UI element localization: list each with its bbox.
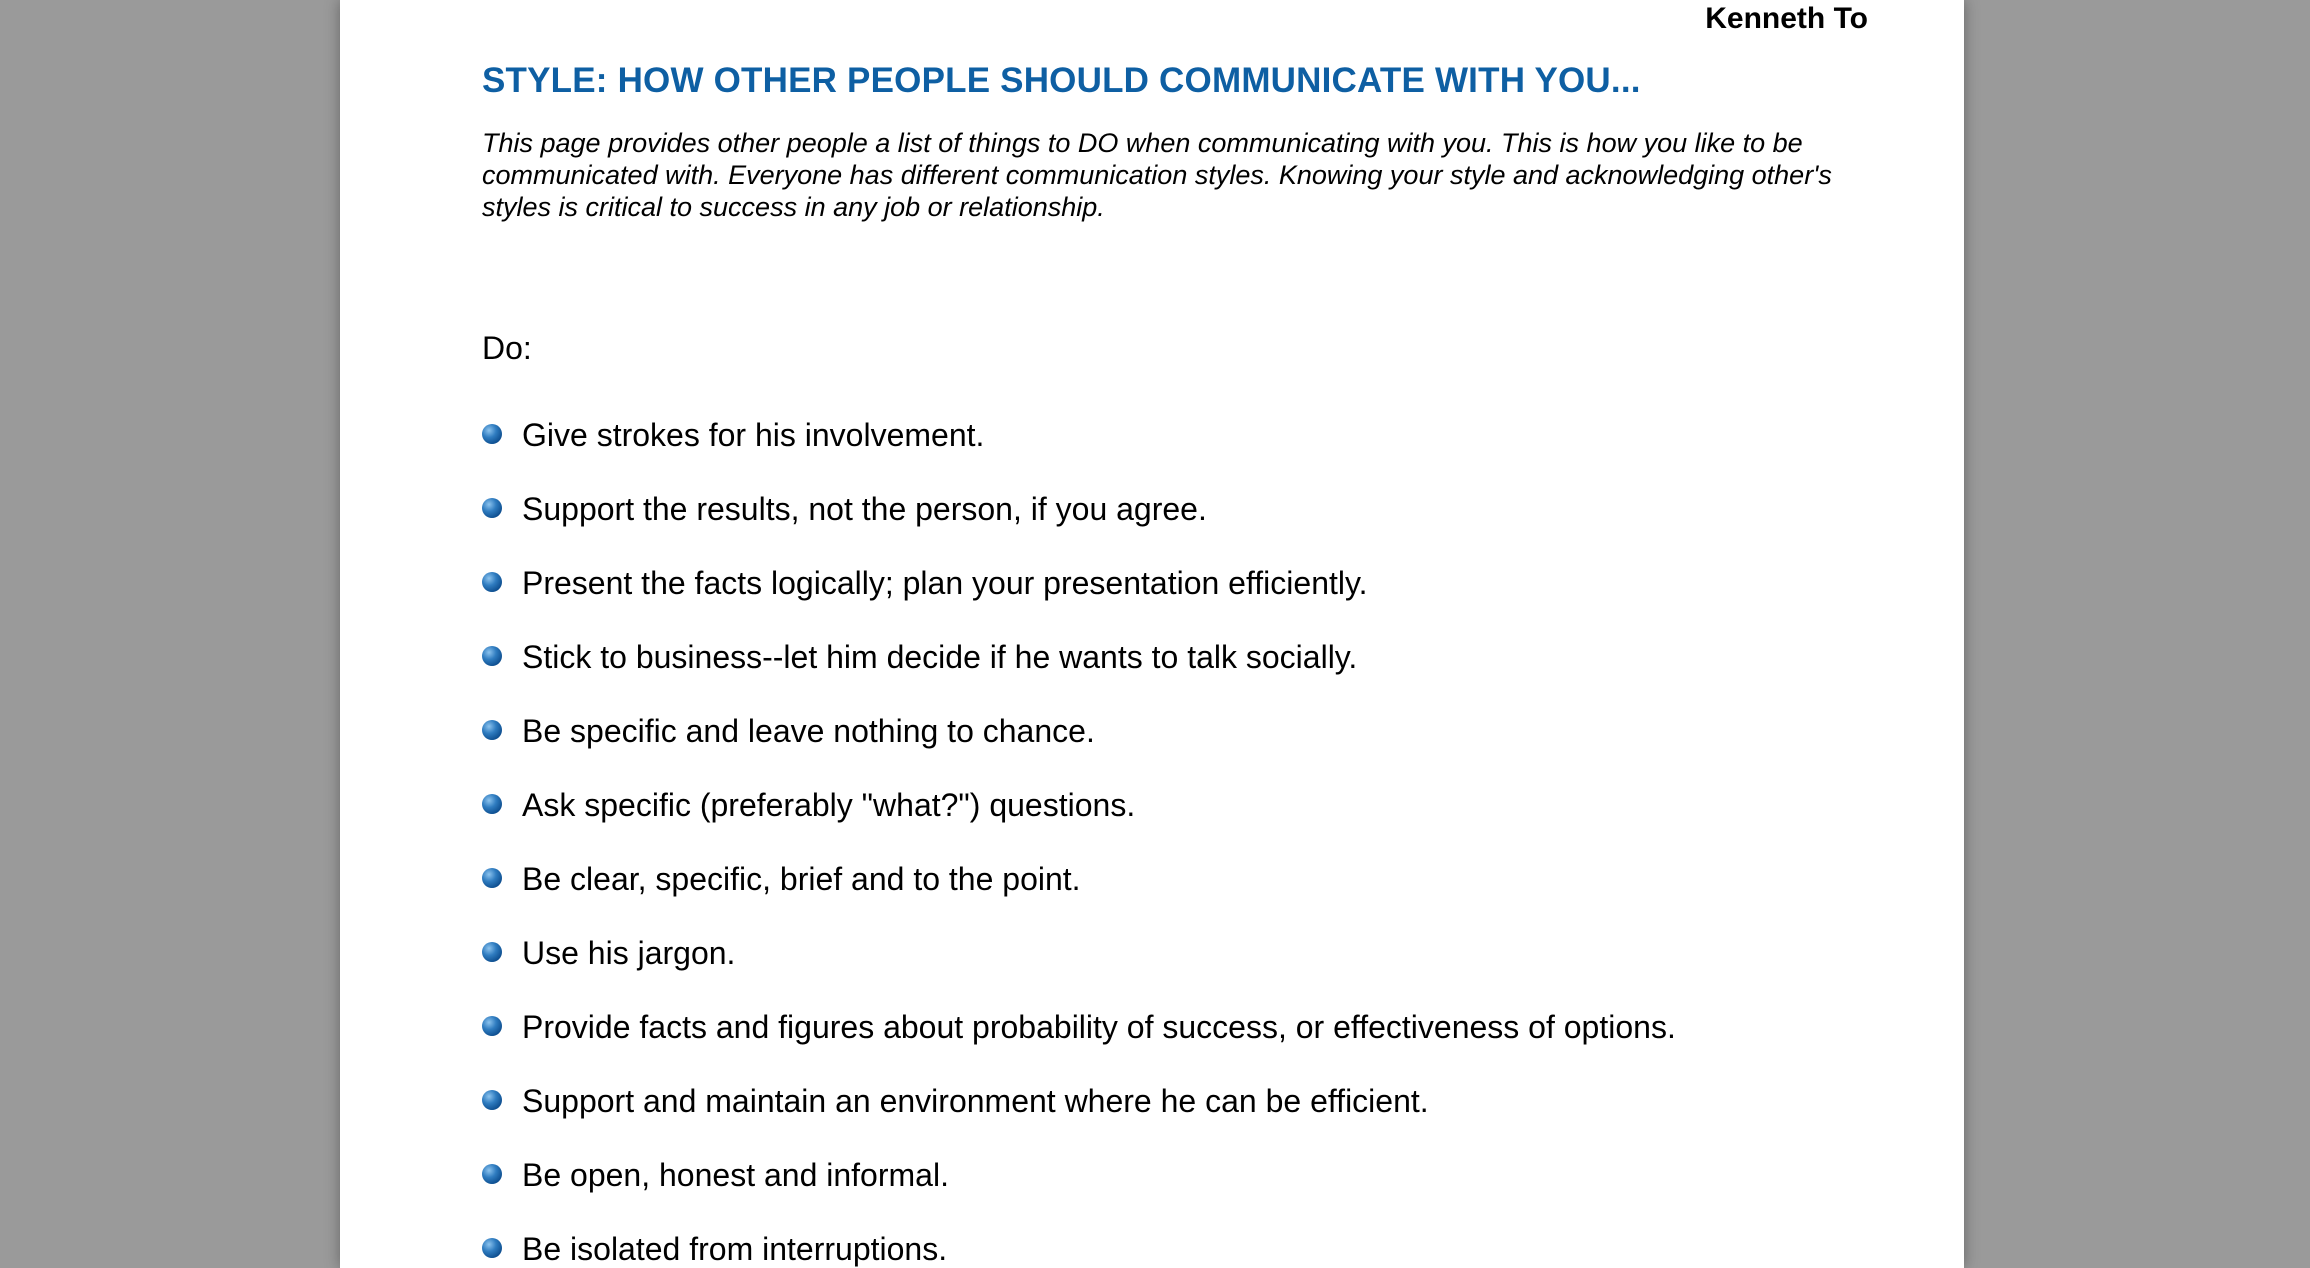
bullet-icon — [482, 646, 502, 666]
list-item-text: Use his jargon. — [522, 935, 736, 971]
list-item — [482, 1216, 1676, 1268]
bullet-icon — [482, 1090, 502, 1110]
list-item-text: Support and maintain an environment where he can be efficient. — [522, 1083, 1429, 1119]
bullet-icon — [482, 1164, 502, 1184]
list-item-text: Be open, honest and informal. — [522, 1157, 949, 1193]
list-item-text: Stick to business--let him decide if he wants to talk socially. — [522, 639, 1358, 675]
document-page — [340, 0, 1964, 1268]
bullet-icon — [482, 720, 502, 740]
list-item-text: Be specific and leave nothing to chance. — [522, 713, 1095, 749]
list-item — [482, 846, 1676, 920]
list-item-text: Support the results, not the person, if you agree. — [522, 491, 1207, 527]
bullet-icon — [482, 794, 502, 814]
do-label: Do: — [482, 330, 532, 366]
list-item — [482, 624, 1676, 698]
bullet-icon — [482, 498, 502, 518]
list-item-text: Be clear, specific, brief and to the point. — [522, 861, 1081, 897]
bullet-icon — [482, 942, 502, 962]
list-item — [482, 698, 1676, 772]
list-item — [482, 920, 1676, 994]
list-item — [482, 1142, 1676, 1216]
bullet-icon — [482, 572, 502, 592]
bullet-icon — [482, 424, 502, 444]
author-name: Kenneth To — [1705, 2, 1868, 35]
list-item — [482, 550, 1676, 624]
intro-paragraph: This page provides other people a list of things to DO when communicating with you. This is how you like to be communicated with. Everyone has different communication styles. Knowing your style and acknowledging other's styles is critical to success in any job or relationship. — [482, 128, 1832, 222]
do-list — [482, 402, 1676, 1268]
list-item-text: Ask specific (preferably "what?") questions. — [522, 787, 1136, 823]
bullet-icon — [482, 1016, 502, 1036]
list-item-text: Present the facts logically; plan your presentation efficiently. — [522, 565, 1368, 601]
section-title: STYLE: HOW OTHER PEOPLE SHOULD COMMUNICATE WITH YOU... — [482, 61, 1641, 100]
list-item — [482, 772, 1676, 846]
list-item — [482, 402, 1676, 476]
list-item — [482, 1068, 1676, 1142]
list-item — [482, 994, 1676, 1068]
list-item-text: Provide facts and figures about probability of success, or effectiveness of options. — [522, 1009, 1676, 1045]
list-item-text: Give strokes for his involvement. — [522, 417, 985, 453]
list-item — [482, 476, 1676, 550]
list-item-text: Be isolated from interruptions. — [522, 1231, 948, 1267]
bullet-icon — [482, 1238, 502, 1258]
bullet-icon — [482, 868, 502, 888]
